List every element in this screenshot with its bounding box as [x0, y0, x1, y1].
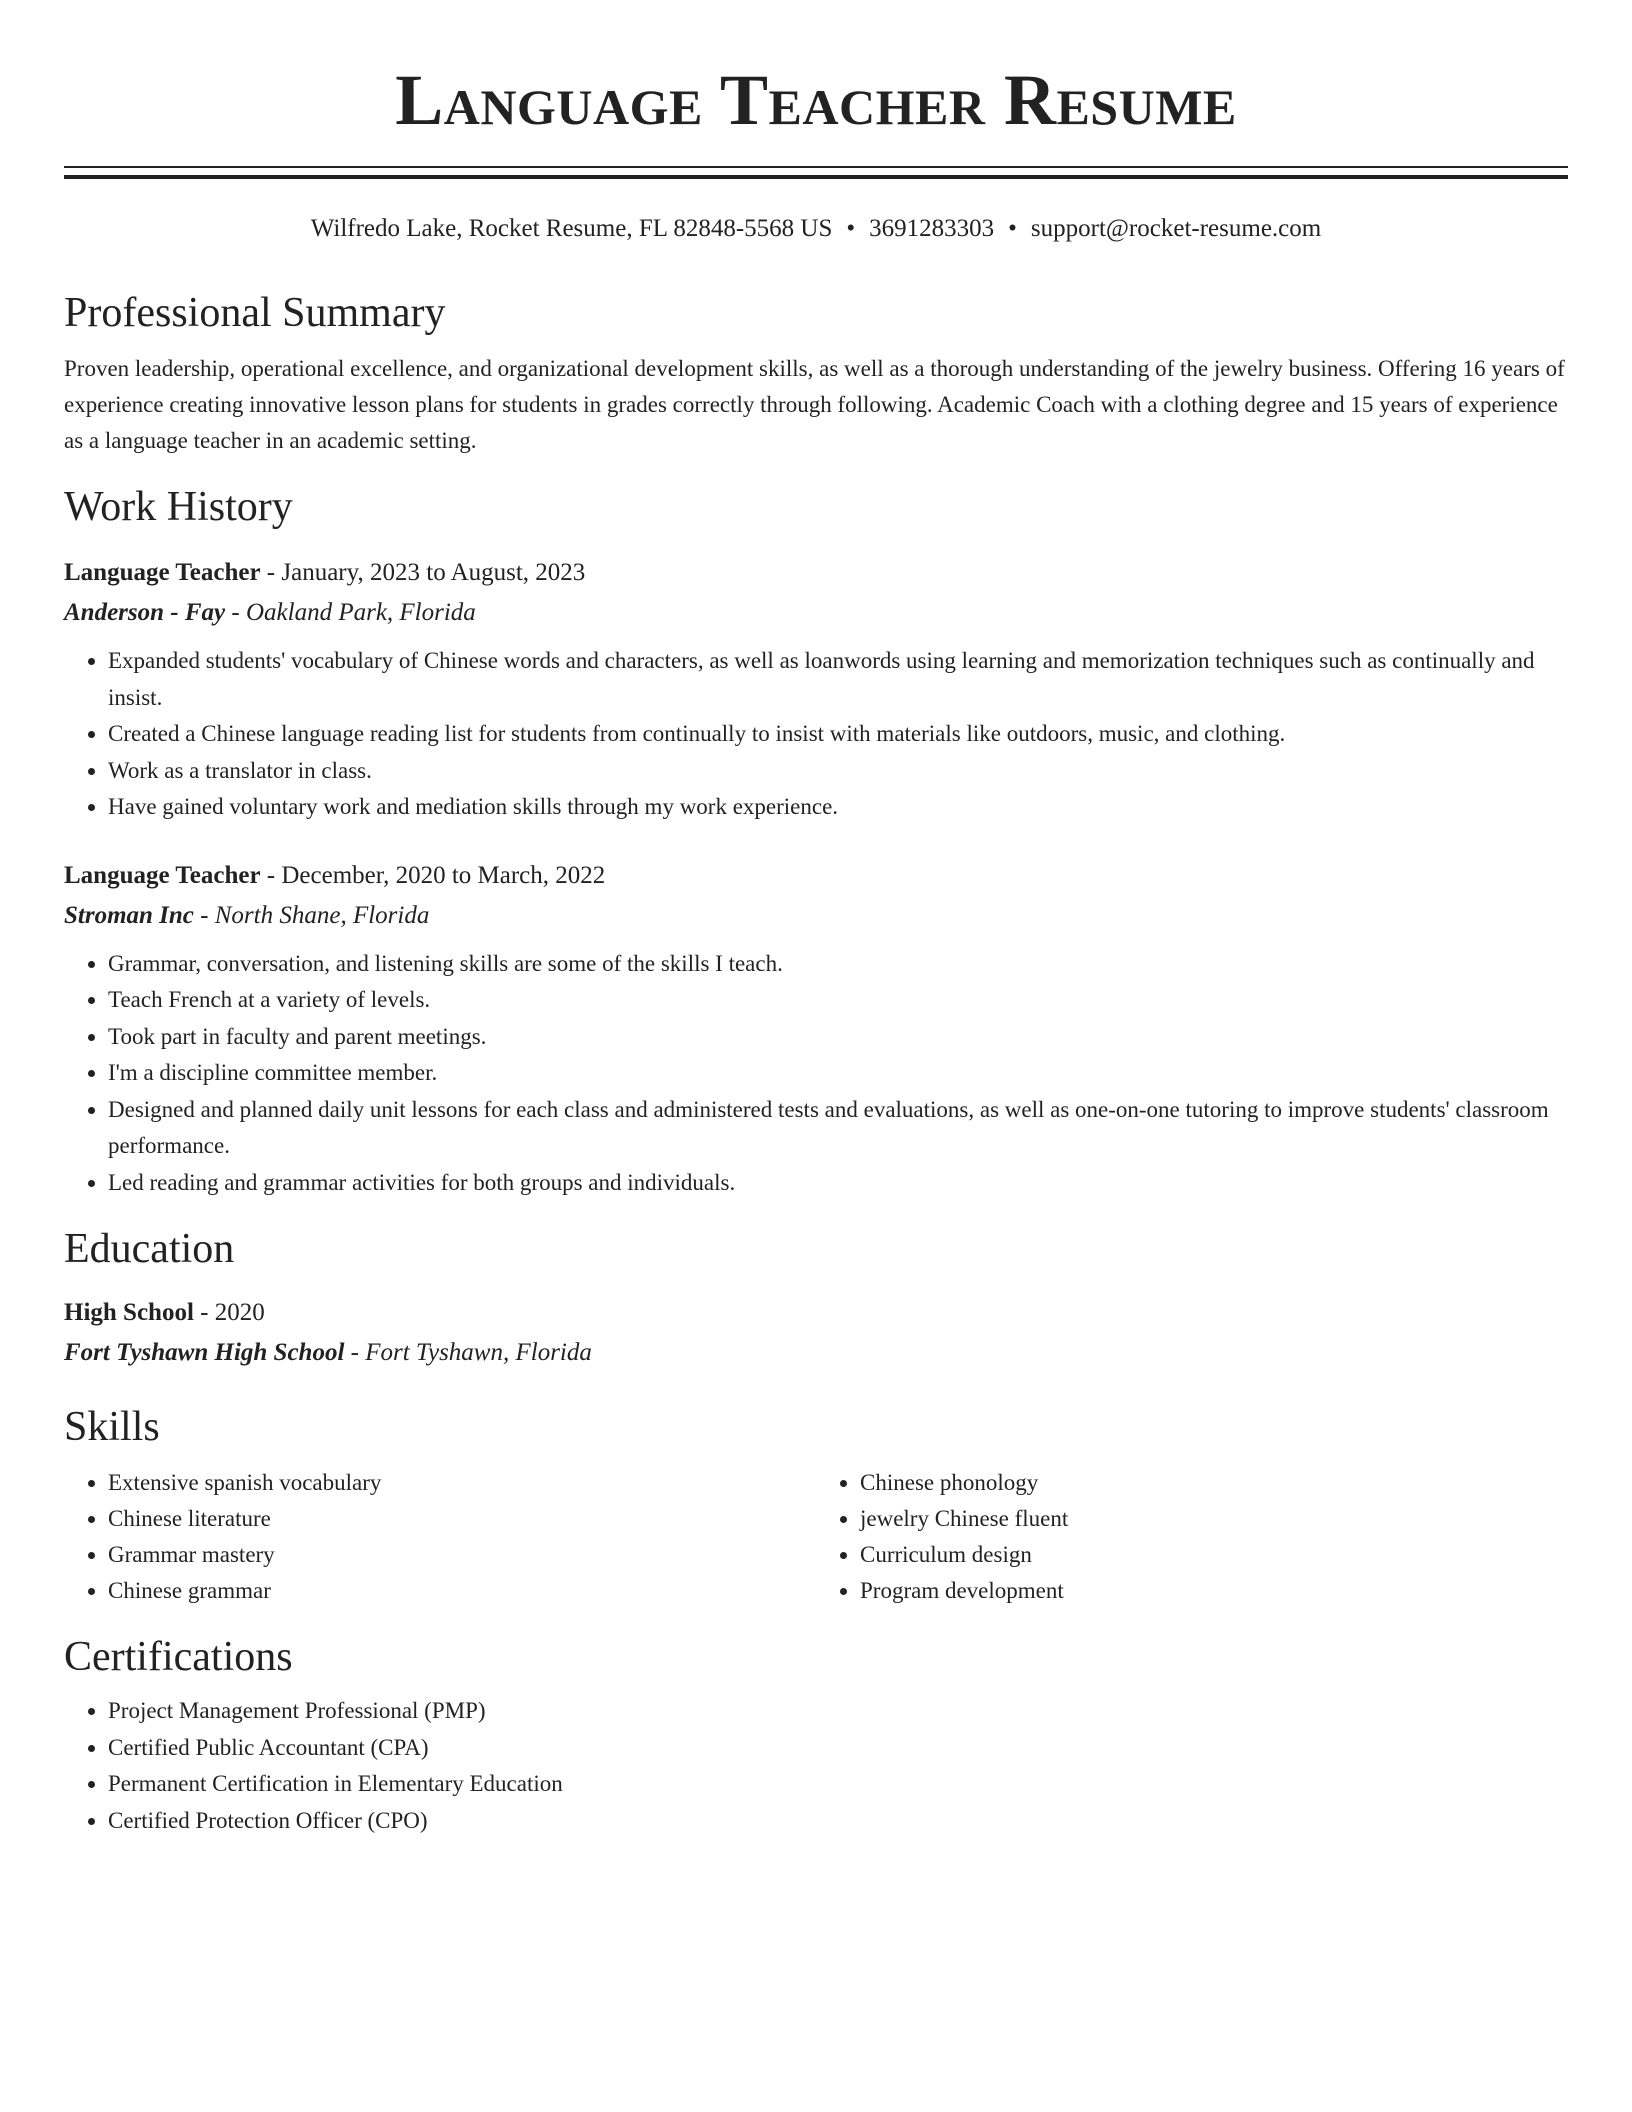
job-title: Language Teacher [64, 559, 261, 586]
work-history-heading: Work History [64, 484, 293, 530]
list-item: • Designed and planned daily unit lessons for each class and administered tests and evaluations, as well as one-on-one tutoring to improve students' classroom performance. [108, 1092, 1568, 1165]
list-item: • Expanded students' vocabulary of Chinese words and characters, as well as loanwords using learning and memorization techniques such as continually and insist. [108, 643, 1568, 716]
list-item: • Led reading and grammar activities for both groups and individuals. [108, 1165, 1568, 1202]
certifications-heading: Certifications [64, 1634, 293, 1680]
graduation-year: 2020 [214, 1299, 265, 1326]
job-title: Language Teacher [64, 861, 261, 889]
education-heading: Education [64, 1226, 235, 1272]
list-item: • Chinese phonology [860, 1465, 1568, 1501]
summary-text: Proven leadership, operational excellence, and organizational development skills, as well as a thorough understanding of the jewelry business. Offering 16 years of experience creating innovative lesson plans for students in grades correctly through following. Academic Coach with a clothing degree and 15 years of experience as a language teacher in an academic setting. [64, 356, 1565, 453]
company-line: Anderson - Fay - Oakland Park, Florida [64, 599, 476, 626]
degree-line: High School - 2020 [64, 1299, 265, 1326]
summary-section [64, 287, 1568, 459]
list-item: • Certified Public Accountant (CPA) [108, 1730, 1568, 1767]
contact-phone: 3691283303 [869, 215, 995, 242]
list-item: • Have gained voluntary work and mediation skills through my work experience. [108, 789, 1568, 826]
job-duties-list [64, 643, 1568, 826]
list-item: • Work as a translator in class. [108, 753, 1568, 790]
contact-address: Wilfredo Lake, Rocket Resume, FL 82848-5568 US [310, 215, 833, 242]
job-dates: January, 2023 to August, 2023 [281, 559, 586, 586]
job-entry [64, 856, 1568, 1202]
resume-title: Language Teacher Resume [395, 60, 1237, 140]
list-item: • Chinese literature [108, 1501, 816, 1537]
skills-section [64, 1401, 1568, 1609]
school-name: Fort Tyshawn High School [64, 1339, 345, 1366]
skills-heading: Skills [64, 1404, 160, 1450]
skills-column-left [64, 1465, 816, 1609]
contact-line [64, 213, 1568, 245]
job-duties-list [64, 946, 1568, 1202]
summary-heading: Professional Summary [64, 290, 446, 336]
company-name: Stroman Inc [64, 901, 194, 929]
school-location: Fort Tyshawn, Florida [365, 1339, 592, 1366]
company-location: North Shane, Florida [214, 901, 430, 929]
certifications-section [64, 1631, 1568, 1839]
contact-separator: • [846, 215, 856, 242]
education-section [64, 1223, 1568, 1373]
contact-email: support@rocket-resume.com [1030, 215, 1322, 242]
work-history-section [64, 481, 1568, 1201]
degree: High School [64, 1299, 194, 1326]
company-location: Oakland Park, Florida [245, 599, 476, 626]
list-item: • Grammar mastery [108, 1537, 816, 1573]
job-dates: December, 2020 to March, 2022 [281, 861, 606, 889]
list-item: • Project Management Professional (PMP) [108, 1693, 1568, 1730]
contact-separator: • [1008, 215, 1017, 242]
company-line: Stroman Inc - North Shane, Florida [64, 901, 430, 929]
list-item: • Program development [860, 1573, 1568, 1609]
list-item: • Certified Protection Officer (CPO) [108, 1803, 1568, 1840]
certifications-list [64, 1693, 1568, 1839]
list-item: • Permanent Certification in Elementary Education [108, 1766, 1568, 1803]
list-item: • Chinese grammar [108, 1573, 816, 1609]
education-entry [64, 1293, 1568, 1373]
list-item: • Teach French at a variety of levels. [108, 982, 1568, 1019]
list-item: • jewelry Chinese fluent [860, 1501, 1568, 1537]
school-line: Fort Tyshawn High School - Fort Tyshawn, Florida [64, 1339, 592, 1366]
list-item: • Created a Chinese language reading list for students from continually to insist with materials like outdoors, music, and clothing. [108, 716, 1568, 753]
job-title-line: Language Teacher - January, 2023 to August, 2023 [64, 559, 586, 586]
list-item: • Took part in faculty and parent meetings. [108, 1019, 1568, 1056]
company-name: Anderson - Fay [64, 599, 226, 626]
job-entry [64, 553, 1568, 826]
skills-grid [64, 1465, 1568, 1609]
title-divider [64, 166, 1568, 179]
list-item: • Curriculum design [860, 1537, 1568, 1573]
list-item: • Grammar, conversation, and listening skills are some of the skills I teach. [108, 946, 1568, 983]
skills-column-right [816, 1465, 1568, 1609]
job-title-line: Language Teacher - December, 2020 to March, 2022 [64, 861, 606, 889]
list-item: • Extensive spanish vocabulary [108, 1465, 816, 1501]
list-item: • I'm a discipline committee member. [108, 1055, 1568, 1092]
